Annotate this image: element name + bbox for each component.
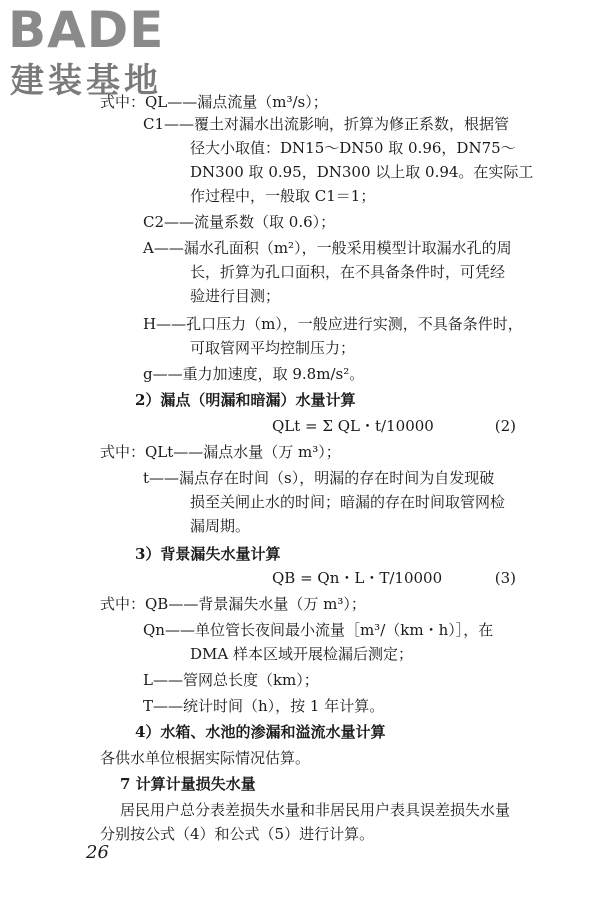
text-line: Qn——单位管长夜间最小流量［m³/（km・h）］，在 (143, 621, 494, 639)
text-line: 验进行目测； (190, 287, 281, 305)
text-line: 径大小取值：DN15～DN50 取 0.96，DN75～ (190, 139, 516, 157)
text-line: T——统计时间（h），按 1 年计算。 (143, 697, 385, 715)
text-line: 各供水单位根据实际情况估算。 (100, 749, 311, 767)
text-line: 居民用户总分表差损失水量和非居民用户表具误差损失水量 (120, 801, 511, 819)
text-line: 式中：QLt——漏点水量（万 m³）； (100, 443, 341, 461)
text-line: 式中：QL——漏点流量（m³/s）； (100, 93, 328, 111)
text-line: H——孔口压力（m），一般应进行实测，不具备条件时， (143, 315, 523, 333)
text-line: 作过程中，一般取 C1＝1； (190, 187, 376, 205)
text-line: A——漏水孔面积（m²），一般采用模型计取漏水孔的周 (143, 239, 512, 257)
page-number: 26 (86, 842, 109, 863)
text-line: C1——覆土对漏水出流影响，折算为修正系数，根据管 (143, 115, 510, 133)
text-line: 漏周期。 (190, 517, 251, 535)
section-heading: 3）背景漏失水量计算 (135, 545, 281, 563)
text-line: DMA 样本区域开展检漏后测定； (190, 645, 413, 663)
equation-3: QB = Qn・L・T/10000 (272, 569, 443, 587)
section-heading: 4）水箱、水池的渗漏和溢流水量计算 (135, 723, 386, 741)
text-line: 长，折算为孔口面积，在不具备条件时，可凭经 (190, 263, 506, 281)
section-heading: 7 计算计量损失水量 (120, 775, 256, 793)
text-line: t——漏点存在时间（s），明漏的存在时间为自发现破 (143, 469, 495, 487)
text-line: g——重力加速度，取 9.8m/s²。 (143, 365, 365, 383)
logo-wordmark: BADE (8, 1, 165, 59)
text-line: DN300 取 0.95，DN300 以上取 0.94。在实际工 (190, 163, 534, 181)
text-line: C2——流量系数（取 0.6）； (143, 213, 336, 231)
text-line: 式中：QB——背景漏失水量（万 m³）； (100, 595, 366, 613)
text-line: 损至关闸止水的时间；暗漏的存在时间取管网检 (190, 493, 506, 511)
text-line: 可取管网平均控制压力； (190, 339, 356, 357)
equation-number-2: (2) (494, 417, 516, 435)
equation-number-3: (3) (494, 569, 516, 587)
bade-logo (8, 1, 178, 104)
text-line: L——管网总长度（km）； (143, 671, 319, 689)
equation-2: QLt = Σ QL・t/10000 (272, 417, 434, 435)
logo-chinese-text: 建装基地 (10, 61, 162, 101)
section-heading: 2）漏点（明漏和暗漏）水量计算 (135, 391, 356, 409)
text-line: 分别按公式（4）和公式（5）进行计算。 (100, 825, 375, 843)
